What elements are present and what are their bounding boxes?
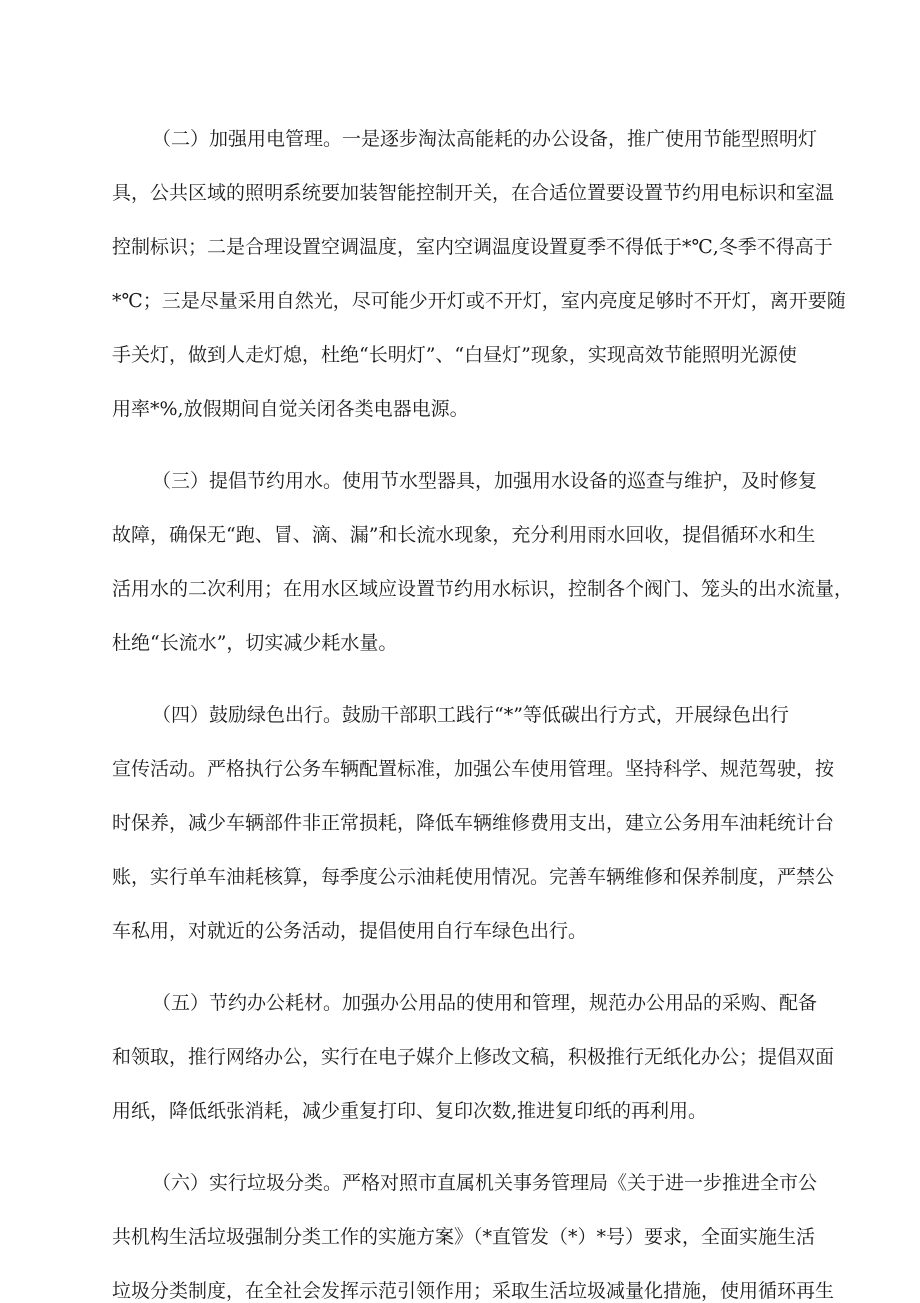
- paragraph-line: 垃圾分类制度，在全社会发挥示范引领作用；采取生活垃圾减量化措施，使用循环再生: [112, 1280, 835, 1302]
- paragraph-line: （五）节约办公耗材。加强办公用品的使用和管理，规范办公用品的采购、配备: [152, 992, 818, 1014]
- paragraph-line: 宣传活动。严格执行公务车辆配置标准，加强公车使用管理。坚持科学、规范驾驶，按: [112, 758, 835, 780]
- paragraph-line: 用纸，降低纸张消耗，减少重复打印、复印次数,推进复印纸的再利用。: [112, 1100, 708, 1122]
- paragraph-line: （六）实行垃圾分类。严格对照市直属机关事务管理局《关于进一步推进全市公: [152, 1172, 818, 1194]
- paragraph-line: 用率*%,放假期间自觉关闭各类电器电源。: [112, 398, 469, 420]
- paragraph-line: 手关灯，做到人走灯熄，杜绝“长明灯”、“白昼灯”现象，实现高效节能照明光源使: [112, 344, 797, 366]
- paragraph-line: 共机构生活垃圾强制分类工作的实施方案》（*直管发（*）*号）要求，全面实施生活: [112, 1226, 816, 1248]
- paragraph-line: 和领取，推行网络办公，实行在电子媒介上修改文稿，积极推行无纸化办公；提倡双面: [112, 1046, 835, 1068]
- paragraph-line: *℃；三是尽量采用自然光，尽可能少开灯或不开灯，室内亮度足够时不开灯，离开要随: [112, 290, 846, 312]
- paragraph-line: 故障，确保无“跑、冒、滴、漏”和长流水现象，充分利用雨水回收，提倡循环水和生: [112, 524, 816, 546]
- paragraph-line: 活用水的二次利用；在用水区域应设置节约用水标识，控制各个阀门、笼头的出水流量，: [112, 578, 854, 600]
- paragraph-line: 车私用，对就近的公务活动，提倡使用自行车绿色出行。: [112, 920, 588, 942]
- paragraph-line: 控制标识；二是合理设置空调温度，室内空调温度设置夏季不得低于*℃,冬季不得高于: [112, 236, 833, 258]
- paragraph-line: 时保养，减少车辆部件非正常损耗，降低车辆维修费用支出，建立公务用车油耗统计台: [112, 812, 835, 834]
- paragraph-line: （四）鼓励绿色出行。鼓励干部职工践行“*”等低碳出行方式，开展绿色出行: [152, 704, 789, 726]
- paragraph-line: 账，实行单车油耗核算，每季度公示油耗使用情况。完善车辆维修和保养制度，严禁公: [112, 866, 835, 888]
- paragraph-line: 具，公共区域的照明系统要加装智能控制开关，在合适位置要设置节约用电标识和室温: [112, 182, 835, 204]
- paragraph-line: （二）加强用电管理。一是逐步淘汰高能耗的办公设备，推广使用节能型照明灯: [152, 128, 818, 150]
- paragraph-line: 杜绝“长流水”，切实减少耗水量。: [112, 632, 398, 654]
- paragraph-line: （三）提倡节约用水。使用节水型器具，加强用水设备的巡查与维护，及时修复: [152, 470, 818, 492]
